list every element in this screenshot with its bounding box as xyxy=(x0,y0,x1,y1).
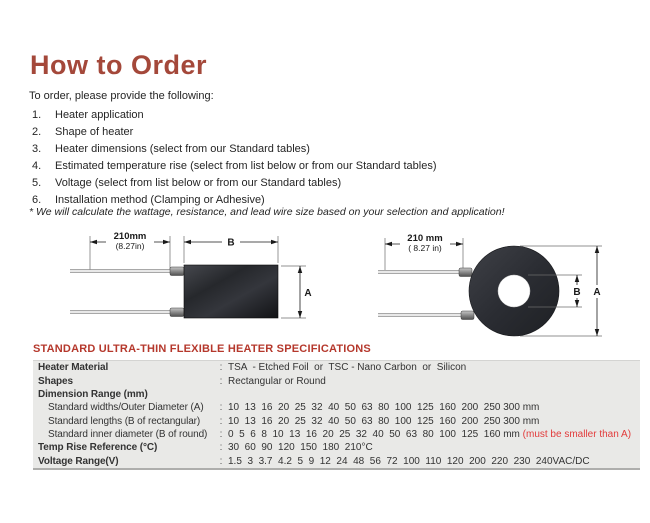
list-item xyxy=(32,106,436,123)
step-text: Installation method (Clamping or Adhesive) xyxy=(55,193,265,206)
step-text: Voltage (select from list below or from our Standard tables) xyxy=(55,176,342,189)
spec-table xyxy=(33,360,640,470)
spec-value: TSA - Etched Foil or TSC - Nano Carbon or Silicon xyxy=(228,362,467,374)
wire-ferrule xyxy=(459,268,472,277)
spec-red-note: (must be smaller than A) xyxy=(519,429,632,441)
table-row xyxy=(33,401,640,414)
table-row xyxy=(33,428,640,441)
spec-label: Standard lengths (B of rectangular) xyxy=(48,415,201,427)
spec-value: 1.5 3 3.7 4.2 5 9 12 24 48 56 72 100 110 120 200 220 230 240VAC/DC xyxy=(228,455,590,467)
step-number: 4. xyxy=(32,159,42,172)
intro-text: To order, please provide the following: xyxy=(29,90,214,102)
wire-ferrule xyxy=(461,311,474,320)
lead-length-label: 210mm xyxy=(113,231,147,242)
spec-label: Dimension Range (mm) xyxy=(38,388,148,400)
step-text: Heater dimensions (select from our Standard tables) xyxy=(55,142,310,155)
lead-length-label: 210 mm xyxy=(407,233,443,244)
width-label-b: B xyxy=(227,237,235,249)
spec-value: Rectangular or Round xyxy=(228,375,326,387)
table-row xyxy=(33,415,640,428)
page-title: How to Order xyxy=(30,50,208,80)
spec-colon: : xyxy=(219,429,223,441)
table-row xyxy=(33,388,640,401)
spec-label: Standard widths/Outer Diameter (A) xyxy=(48,402,204,414)
table-row xyxy=(33,441,640,454)
step-number: 5. xyxy=(32,176,42,189)
spec-colon: : xyxy=(219,455,223,467)
spec-label: Heater Material xyxy=(38,362,109,374)
spec-label: Shapes xyxy=(38,375,73,387)
step-number: 1. xyxy=(32,108,42,121)
spec-colon: : xyxy=(219,375,223,387)
table-row xyxy=(33,361,640,374)
rectangular-heater-diagram xyxy=(60,228,315,340)
table-row xyxy=(33,455,640,468)
spec-colon: : xyxy=(219,442,223,454)
inner-diameter-label-b: B xyxy=(573,287,581,298)
step-text: Estimated temperature rise (select from list below or from our Standard tables) xyxy=(55,159,437,172)
step-text: Heater application xyxy=(55,108,144,121)
order-steps-list xyxy=(32,106,436,208)
heater-rect-body xyxy=(184,265,278,318)
spec-label: Standard inner diameter (B of round) xyxy=(48,429,208,441)
outer-diameter-label-a: A xyxy=(593,287,601,298)
spec-label: Voltage Range(V) xyxy=(38,455,119,467)
step-number: 6. xyxy=(32,193,42,206)
list-item xyxy=(32,174,436,191)
list-item xyxy=(32,157,436,174)
spec-value: 0 5 6 8 10 13 16 20 25 32 40 50 63 80 100 125 160 mm xyxy=(228,429,520,441)
height-label-a: A xyxy=(304,288,312,299)
lead-length-inches-label: (8.27in) xyxy=(115,241,145,251)
spec-colon: : xyxy=(219,362,223,374)
step-text: Shape of heater xyxy=(55,125,134,138)
wire-ferrule xyxy=(170,308,184,317)
spec-colon: : xyxy=(219,415,223,427)
table-row xyxy=(33,374,640,387)
heater-inner-hole xyxy=(498,275,530,307)
spec-value: 10 13 16 20 25 32 40 50 63 80 100 125 160 200 250 300 mm xyxy=(228,402,540,414)
spec-section-heading: STANDARD ULTRA-THIN FLEXIBLE HEATER SPECIFICATIONS xyxy=(33,343,371,355)
step-number: 2. xyxy=(32,125,42,138)
spec-value: 10 13 16 20 25 32 40 50 63 80 100 125 160 200 250 300 mm xyxy=(228,415,540,427)
step-number: 3. xyxy=(32,142,42,155)
spec-label: Temp Rise Reference (°C) xyxy=(38,442,158,454)
spec-colon: : xyxy=(219,402,223,414)
round-heater-diagram xyxy=(370,228,620,342)
spec-value: 30 60 90 120 150 180 210°C xyxy=(228,442,373,454)
list-item xyxy=(32,140,436,157)
footnote-text: * We will calculate the wattage, resistance, and lead wire size based on your selection and application! xyxy=(29,206,505,218)
list-item xyxy=(32,123,436,140)
lead-length-inches-label: ( 8.27 in) xyxy=(408,243,442,253)
wire-ferrule xyxy=(170,267,184,276)
